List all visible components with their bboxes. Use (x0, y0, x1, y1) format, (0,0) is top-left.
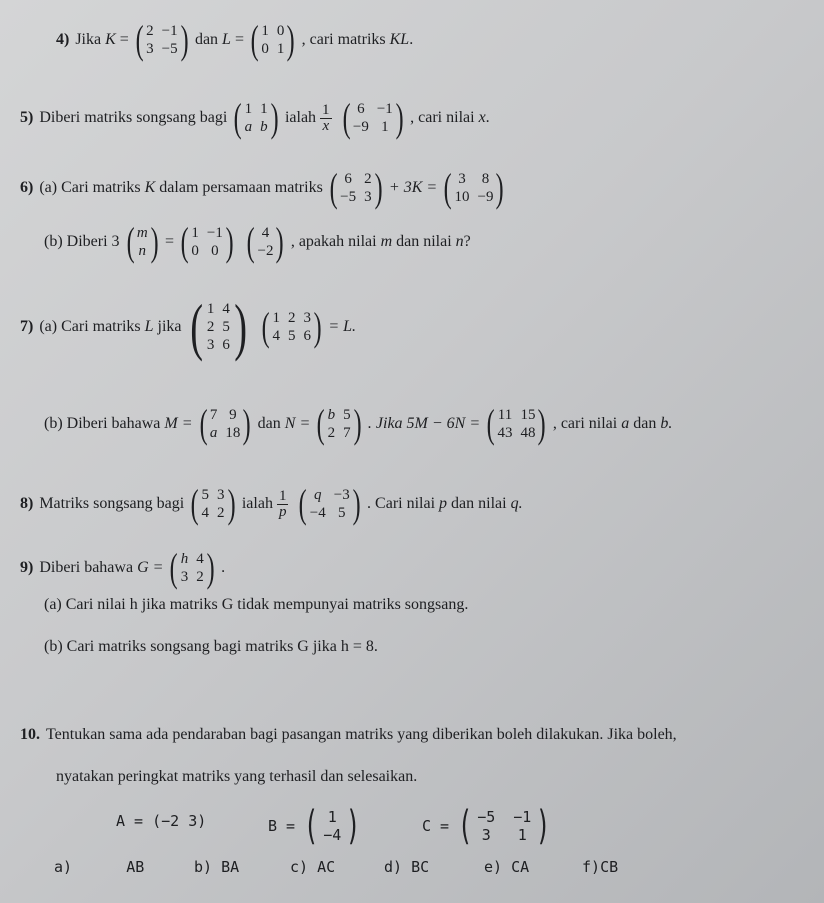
matrix-c-def: C = ( −5 −1 3 1 ) (422, 808, 559, 844)
question-number: 4) (56, 31, 70, 48)
part-e: e) CA (484, 858, 530, 876)
vector: ( m n ) (126, 219, 159, 264)
matrix-a: A = (−2 3) (116, 812, 207, 830)
matrix-b-def: B = ( 1 −4 ) (268, 808, 369, 844)
matrix-k: ( 2 −1 3 −5 ) (135, 17, 189, 62)
question-5: 5) Diberi matriks songsang bagi ( 1 1 a b ) ialah $\frac{1}{x}$ ( 6 −1 −9 1 ) , cari nilai x . (20, 95, 490, 140)
question-10-line2: nyatakan peringkat matriks yang terhasil dan selesaikan. (56, 768, 418, 785)
var-k: K (105, 31, 116, 48)
text: Matriks songsang bagi (39, 495, 185, 512)
question-6b: (b) Diberi 3 ( m n ) = ( 1 −1 0 0 ) ( 4 −2 ) , apakah nilai m dan nilai n ? (44, 219, 471, 264)
matrix: ( 6 −1 −9 1 ) (342, 95, 404, 140)
text: , apakah nilai (290, 233, 377, 250)
text: , cari nilai (410, 109, 475, 126)
question-9a: (a) Cari nilai h jika matriks G tidak mempunyai matriks songsang. (44, 596, 469, 613)
fraction: $\frac{1}{p}$ (278, 487, 287, 520)
var-kl: KL (389, 31, 410, 48)
text: Tentukan sama ada pendaraban bagi pasangan matriks yang diberikan boleh dilakukan. Jika boleh, (46, 726, 677, 743)
question-number: 8) (20, 495, 34, 512)
matrix: ( q −3 −4 5 ) (299, 481, 361, 526)
text: (b) Diberi bahawa (44, 415, 161, 432)
question-number: 7) (20, 318, 34, 335)
question-number: 5) (20, 109, 34, 126)
part-f: f) CB (582, 858, 619, 876)
fraction: $\frac{1}{x}$ (322, 101, 330, 134)
text: Diberi bahawa (39, 559, 134, 576)
matrix-n: ( b 5 2 7 ) (316, 401, 362, 446)
question-number: 10. (20, 726, 40, 743)
text: Diberi matriks songsang bagi (39, 109, 228, 126)
equals: = (119, 31, 129, 48)
matrix-3x2: ( 1 4 2 5 3 6 ) (189, 291, 247, 362)
question-7a: 7) (a) Cari matriks L jika ( 1 4 2 5 3 6 ) ( 1 2 3 4 5 6 ) = L. (20, 291, 357, 362)
question-7b: (b) Diberi bahawa M = ( 7 9 a 18 ) dan N = ( b 5 2 7 ) . Jika 5M − 6N = ( 11 15 43 48 ) , cari nilai a dan b. (44, 401, 673, 446)
question-9: 9) Diberi bahawa G = ( h 4 3 2 ) . (20, 545, 226, 590)
text: = L. (328, 318, 357, 335)
matrix-g: ( h 4 3 2 ) (170, 545, 215, 590)
part-d: d) BC (384, 858, 430, 876)
matrix: ( 5 3 4 2 ) (190, 481, 236, 526)
part-b: b) BA (194, 858, 240, 876)
text: (a) Cari matriks (39, 179, 141, 196)
matrix-b: ( 1 −4 ) (303, 803, 361, 849)
part-c: c) AC (290, 858, 336, 876)
matrix-2x3: ( 1 2 3 4 5 6 ) (261, 304, 322, 349)
question-number: 9) (20, 559, 34, 576)
vector: ( 4 −2 ) (246, 219, 285, 264)
question-10 (20, 726, 677, 744)
matrix-c: ( −5 −1 3 1 ) (457, 803, 551, 849)
matrix-l: ( 1 0 0 1 ) (250, 17, 295, 62)
text: Jika (75, 31, 102, 48)
matrix: ( 3 8 10 −9 ) (443, 165, 505, 210)
question-9b: (b) Cari matriks songsang bagi matriks G jika h = 8. (44, 638, 378, 655)
question-6a: 6) (a) Cari matriks K dalam persamaan matriks ( 6 2 −5 3 ) + 3K = ( 3 8 10 −9 ) (20, 170, 511, 206)
part-a: a) AB (54, 858, 145, 876)
text: , cari matriks (301, 31, 386, 48)
question-8: 8) Matriks songsang bagi ( 5 3 4 2 ) ialah $\frac{1}{p}$ ( q −3 −4 5 ) . Cari nilai p dan nilai q. (20, 481, 523, 526)
matrix-result: ( 11 15 43 48 ) (486, 401, 547, 446)
text: (b) Diberi 3 (44, 233, 120, 250)
matrix: ( 1 −1 0 0 ) (180, 219, 234, 264)
text: (a) Cari matriks (39, 318, 141, 335)
matrix: ( 1 1 a b ) (233, 95, 279, 140)
question-4: 4) Jika K = ( 2 −1 3 −5 ) dan L = ( 1 0 0 1 ) , cari matriks KL . (56, 17, 414, 62)
var-l: L (222, 31, 231, 48)
text: ialah (284, 109, 317, 126)
text: dalam persamaan matriks (159, 179, 323, 196)
text: + 3K = (388, 179, 438, 196)
question-number: 6) (20, 179, 34, 196)
matrix-m: ( 7 9 a 18 ) (199, 401, 252, 446)
text: dan (194, 31, 219, 48)
matrix: ( 6 2 −5 3 ) (329, 165, 383, 210)
